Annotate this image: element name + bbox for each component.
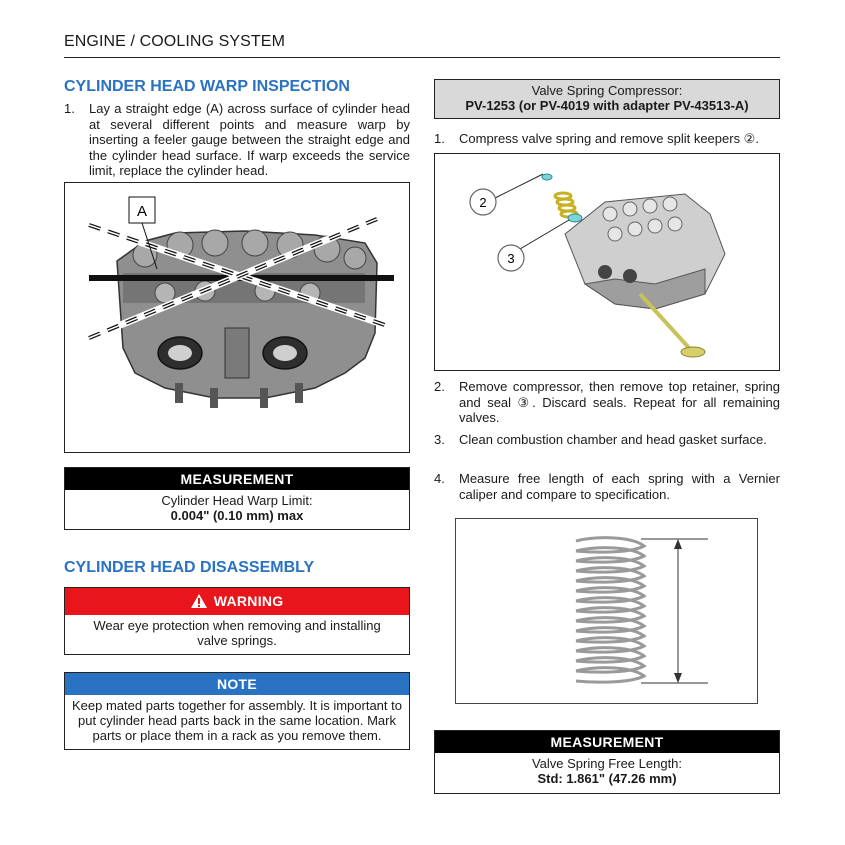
note-title: NOTE — [65, 673, 409, 695]
step-number: 3. — [434, 432, 445, 447]
note-text: Keep mated parts together for assembly. It is important to put cylinder head parts back in the same location. Mark parts or place them in a rack as you remove them. — [72, 698, 402, 743]
page-header — [64, 33, 780, 58]
measurement-line1: Valve Spring Free Length: — [531, 756, 683, 771]
note-box — [64, 672, 410, 750]
header-title: ENGINE / COOLING SYSTEM — [64, 33, 286, 50]
step-number: 4. — [434, 471, 445, 486]
label-3: 3 — [507, 251, 515, 266]
valve-spring-illustration — [435, 154, 779, 370]
step-text: Measure free length of each spring with a Vernier caliper and compare to specification. — [459, 471, 780, 502]
tool-box — [434, 79, 780, 119]
measurement-title: MEASUREMENT — [65, 468, 409, 490]
warning-title: WARNING — [213, 593, 284, 609]
label-a: A — [136, 203, 148, 220]
spring-length-figure — [455, 518, 758, 704]
step-text: Lay a straight edge (A) across surface of cylinder head at several different points and measure warp by inserting a feeler gauge between the straight edge and the cylinder head surface. If warp exceeds the service limit, replace the cylinder head. — [89, 101, 410, 178]
spring-coil — [576, 668, 644, 682]
cylinder-head-illustration — [65, 183, 409, 452]
step-number: 1. — [434, 131, 445, 146]
step-text: Clean combustion chamber and head gasket surface. — [459, 432, 767, 447]
section-title-disassembly: CYLINDER HEAD DISASSEMBLY — [64, 559, 315, 576]
warp-measurement-box — [64, 467, 410, 530]
warning-text: Wear eye protection when removing and installing valve springs. — [93, 618, 381, 648]
tool-part-number: PV-1253 (or PV-4019 with adapter PV-43513-A) — [465, 98, 749, 113]
spring-illustration — [456, 519, 757, 703]
warp-step-1 — [64, 101, 410, 181]
warning-box — [64, 587, 410, 655]
label-2: 2 — [479, 195, 487, 210]
tool-name: Valve Spring Compressor: — [531, 83, 683, 98]
disassembly-step-4 — [434, 471, 780, 503]
step-number: 1. — [64, 101, 75, 116]
valve-spring-figure — [434, 153, 780, 371]
cylinder-head-figure — [64, 182, 410, 453]
step-text: Compress valve spring and remove split keepers ②. — [459, 131, 759, 146]
warning-icon — [191, 590, 207, 617]
section-title-warp: CYLINDER HEAD WARP INSPECTION — [64, 78, 350, 95]
disassembly-step-1 — [434, 131, 780, 149]
measurement-value: 0.004" (0.10 mm) max — [170, 508, 304, 523]
measurement-title: MEASUREMENT — [435, 731, 779, 753]
disassembly-step-3 — [434, 432, 780, 464]
step-number: 2. — [434, 379, 445, 394]
step-text: Remove compressor, then remove top retainer, spring and seal ③. Discard seals. Repeat for all remaining valves. — [459, 379, 780, 425]
disassembly-step-2 — [434, 379, 780, 427]
measurement-line1: Cylinder Head Warp Limit: — [161, 493, 313, 508]
measurement-value: Std: 1.861" (47.26 mm) — [537, 771, 677, 786]
spring-measurement-box — [434, 730, 780, 794]
